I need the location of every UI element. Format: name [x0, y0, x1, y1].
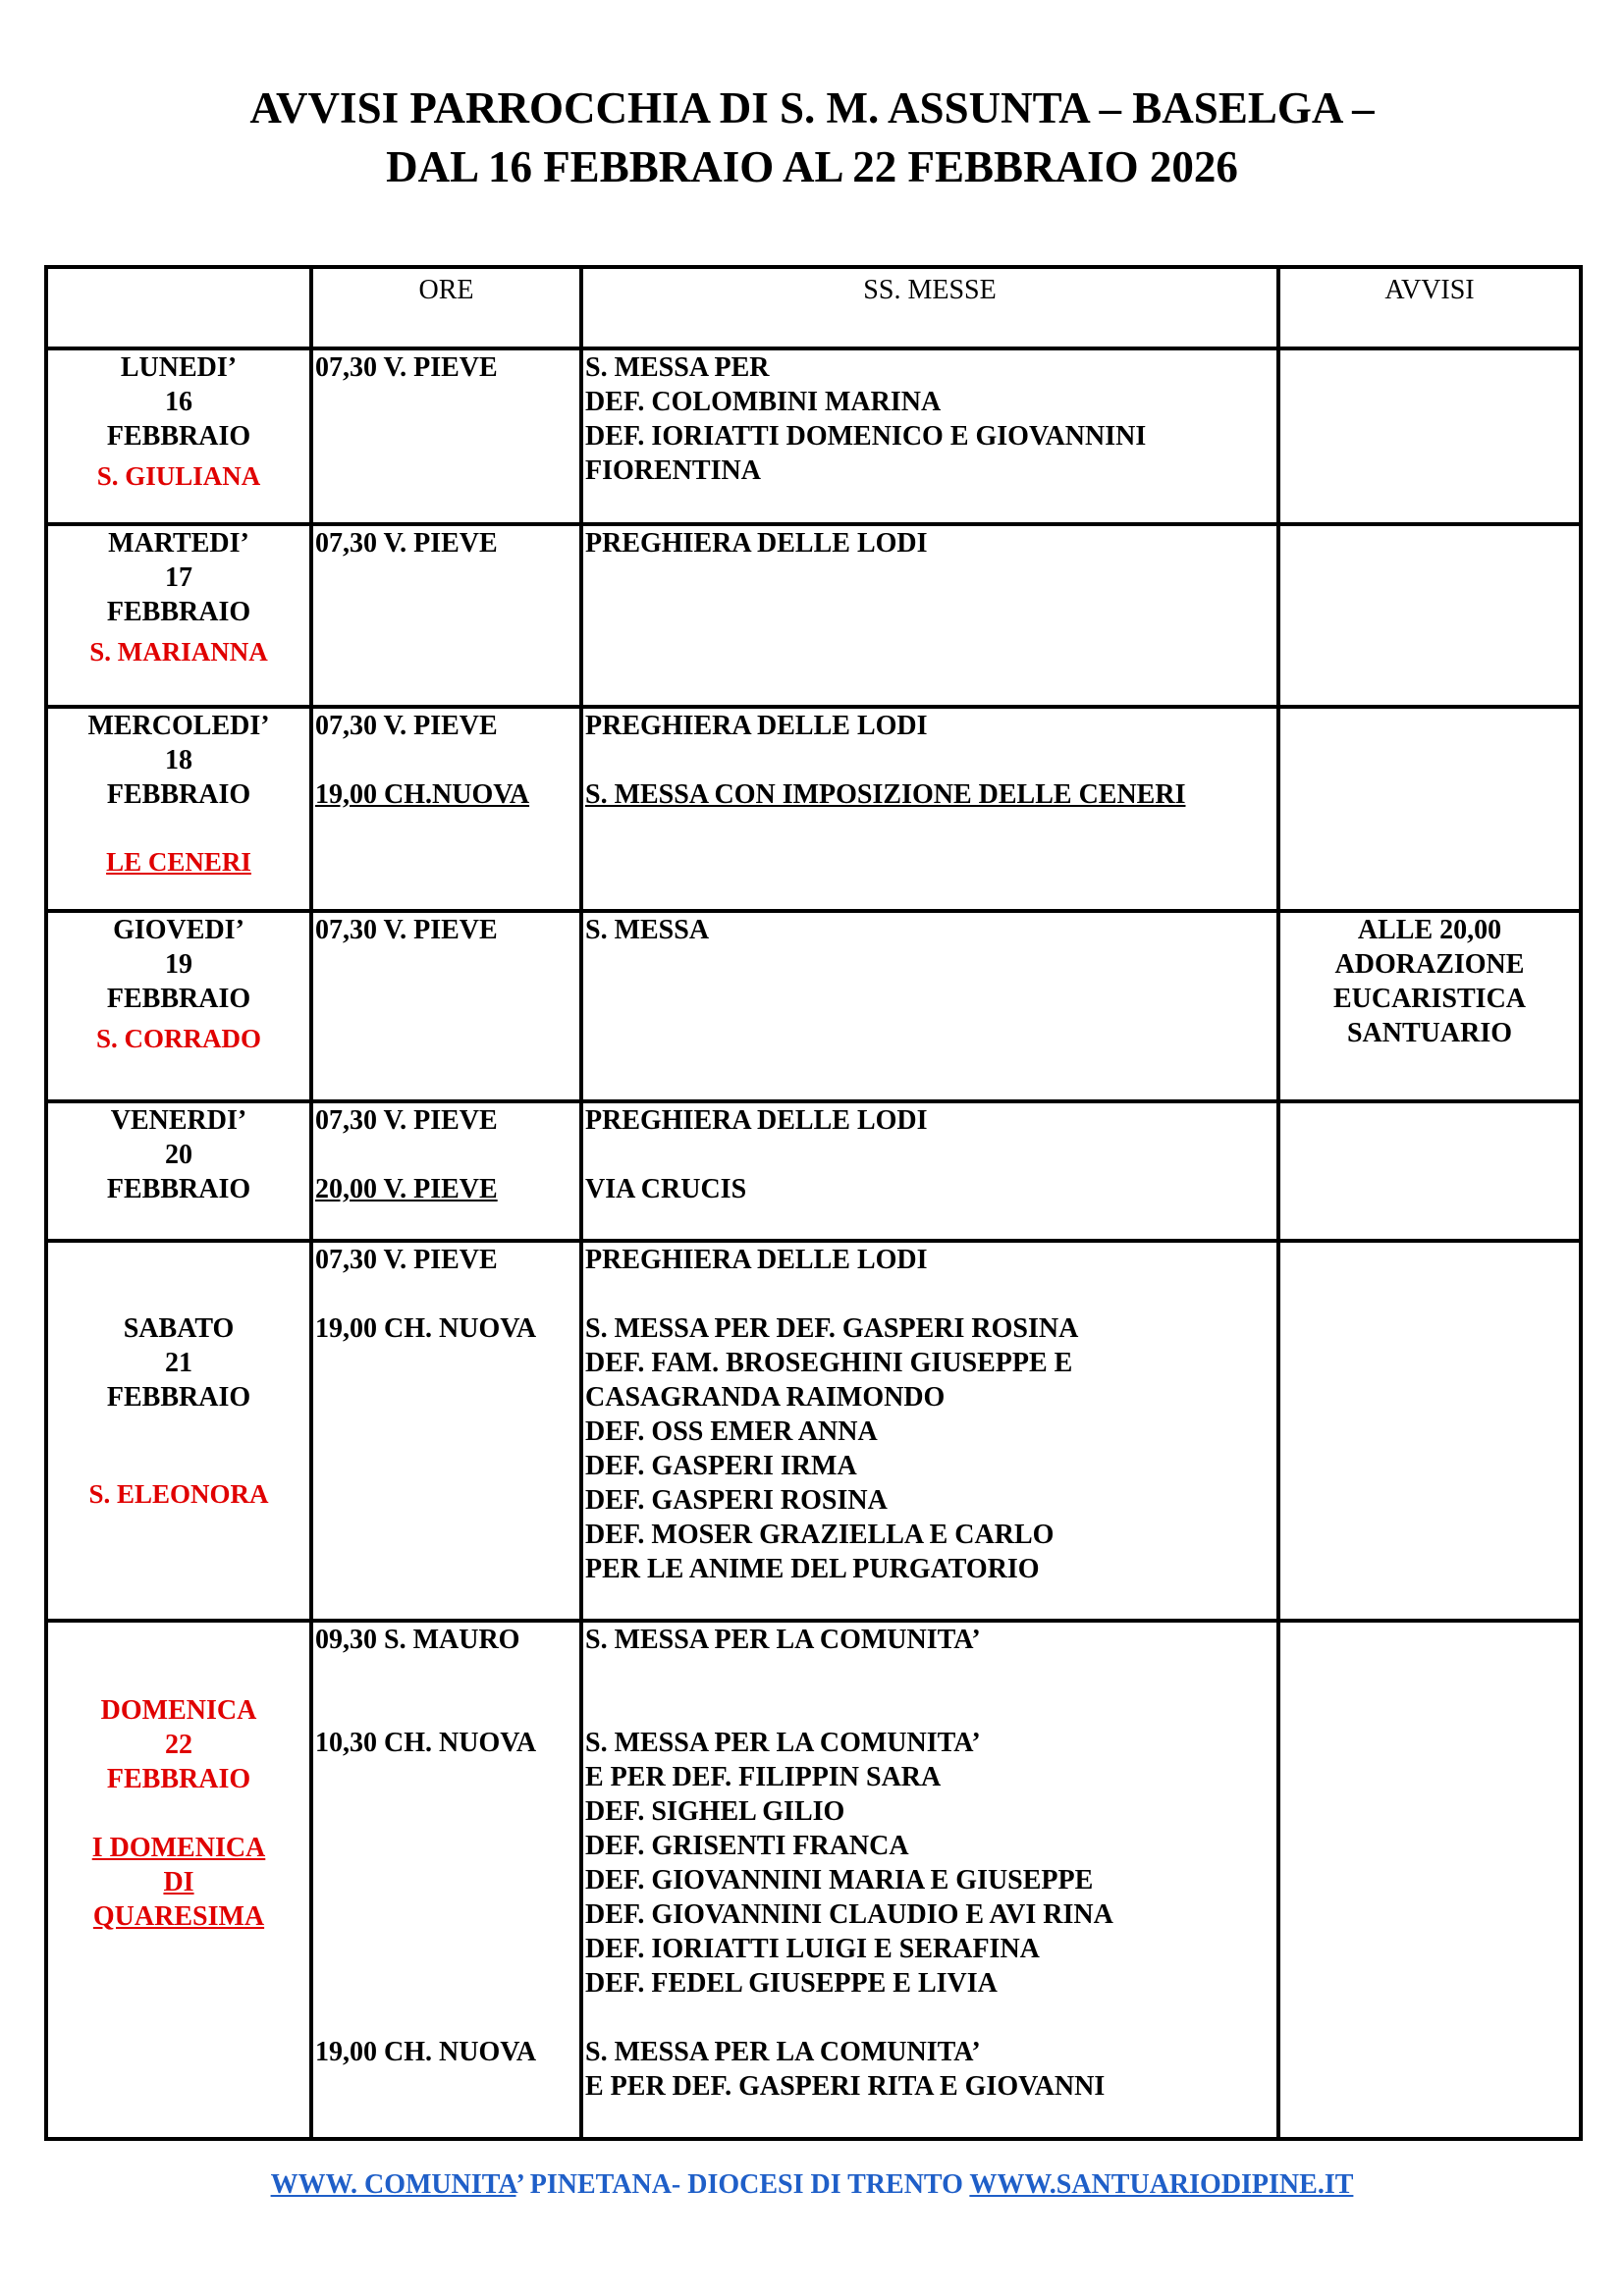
mass-line: VIA CRUCIS [585, 1174, 747, 1204]
day-month: FEBBRAIO [106, 1174, 251, 1204]
mass-cell [581, 348, 1278, 524]
day-name: MARTEDI’ [108, 528, 249, 559]
table-row [46, 1241, 1581, 1621]
mass-line: PREGHIERA DELLE LODI [585, 1245, 928, 1275]
mass-cell [581, 1101, 1278, 1241]
time-cell [311, 524, 581, 707]
day-number: 19 [165, 949, 192, 980]
table-row [46, 348, 1581, 524]
footer-text: ’ PINETANA- DIOCESI DI TRENTO [515, 2169, 970, 2200]
time-cell [311, 348, 581, 524]
day-name: DOMENICA [100, 1695, 257, 1726]
day-month: FEBBRAIO [106, 779, 251, 810]
day-cell [46, 707, 311, 911]
time: 19,00 CH.NUOVA [315, 779, 530, 810]
mass-line: S. MESSA PER LA COMUNITA’ [585, 1728, 981, 1758]
mass-cell [581, 524, 1278, 707]
table-row [46, 1101, 1581, 1241]
notices-cell [1278, 524, 1581, 707]
saint-name: S. GIULIANA [96, 461, 261, 491]
community-link[interactable]: WWW. COMUNITA [270, 2169, 516, 2200]
time: 07,30 V. PIEVE [315, 711, 498, 741]
time: 07,30 V. PIEVE [315, 352, 498, 383]
day-name: VENERDI’ [110, 1105, 247, 1136]
mass-line: PER LE ANIME DEL PURGATORIO [585, 1554, 1040, 1584]
day-number: 18 [165, 745, 192, 775]
title-line-2: DAL 16 FEBBRAIO AL 22 FEBBRAIO 2026 [386, 142, 1238, 191]
day-number: 20 [165, 1140, 192, 1170]
notices-cell [1278, 707, 1581, 911]
time-cell [311, 1101, 581, 1241]
mass-line: DEF. MOSER GRAZIELLA E CARLO [585, 1520, 1055, 1550]
day-month: FEBBRAIO [106, 1764, 251, 1794]
time-cell [311, 911, 581, 1101]
mass-line: DEF. GIOVANNINI CLAUDIO E AVI RINA [585, 1899, 1113, 1930]
notices-cell [1278, 1621, 1581, 2139]
table-row [46, 524, 1581, 707]
mass-line: DEF. COLOMBINI MARINA [585, 387, 942, 417]
liturgical-day: I DOMENICA [91, 1833, 266, 1863]
header-mass: SS. MESSE [581, 267, 1278, 348]
header-row [46, 267, 1581, 348]
mass-cell [581, 1621, 1278, 2139]
notices-cell [1278, 348, 1581, 524]
time-cell [311, 707, 581, 911]
liturgical-day: QUARESIMA [92, 1901, 265, 1932]
mass-line: PREGHIERA DELLE LODI [585, 1105, 928, 1136]
notices-cell [1278, 1101, 1581, 1241]
time: 19,00 CH. NUOVA [315, 1313, 537, 1344]
mass-line: S. MESSA PER LA COMUNITA’ [585, 2037, 981, 2067]
table-row [46, 1621, 1581, 2139]
day-name: SABATO [123, 1313, 235, 1344]
day-cell [46, 1241, 311, 1621]
mass-cell [581, 707, 1278, 911]
saint-name: S. ELEONORA [88, 1479, 269, 1509]
liturgical-day: DI [163, 1867, 194, 1897]
mass-line: PREGHIERA DELLE LODI [585, 711, 928, 741]
notice-line: SANTUARIO [1346, 1018, 1513, 1048]
day-cell [46, 911, 311, 1101]
day-number: 17 [165, 562, 192, 593]
mass-line: DEF. SIGHEL GILIO [585, 1796, 845, 1827]
time: 19,00 CH. NUOVA [315, 2037, 537, 2067]
mass-line: DEF. FAM. BROSEGHINI GIUSEPPE E [585, 1348, 1073, 1378]
day-number: 22 [165, 1730, 192, 1760]
time: 07,30 V. PIEVE [315, 528, 498, 559]
day-name: MERCOLEDI’ [87, 711, 270, 741]
mass-cell [581, 1241, 1278, 1621]
notice-line: ALLE 20,00 [1357, 915, 1502, 945]
table-row [46, 911, 1581, 1101]
notice-line: ADORAZIONE [1334, 949, 1525, 980]
notice-line: EUCARISTICA [1332, 984, 1527, 1014]
table-row [46, 707, 1581, 911]
mass-line: DEF. OSS EMER ANNA [585, 1416, 878, 1447]
mass-line: DEF. IORIATTI LUIGI E SERAFINA [585, 1934, 1040, 1964]
time: 09,30 S. MAURO [315, 1625, 520, 1655]
day-month: FEBBRAIO [106, 597, 251, 627]
time-cell [311, 1621, 581, 2139]
mass-line: S. MESSA [585, 915, 710, 945]
page-title [0, 79, 1624, 196]
mass-line: DEF. GIOVANNINI MARIA E GIUSEPPE [585, 1865, 1094, 1896]
title-line-1: AVVISI PARROCCHIA DI S. M. ASSUNTA – BASELGA – [249, 83, 1375, 133]
saint-name: S. MARIANNA [89, 637, 268, 667]
day-cell [46, 348, 311, 524]
notices-cell [1278, 911, 1581, 1101]
mass-line: S. MESSA PER DEF. GASPERI ROSINA [585, 1313, 1079, 1344]
mass-line: E PER DEF. FILIPPIN SARA [585, 1762, 942, 1792]
mass-line: DEF. GASPERI IRMA [585, 1451, 857, 1481]
mass-line: PREGHIERA DELLE LODI [585, 528, 928, 559]
header-time: ORE [311, 267, 581, 348]
day-cell [46, 1621, 311, 2139]
day-month: FEBBRAIO [106, 984, 251, 1014]
mass-line: S. MESSA PER LA COMUNITA’ [585, 1625, 981, 1655]
mass-line: S. MESSA CON IMPOSIZIONE DELLE CENERI [585, 779, 1186, 810]
schedule-table [44, 265, 1583, 2141]
sanctuary-link[interactable]: WWW.SANTUARIODIPINE.IT [969, 2169, 1354, 2200]
mass-cell [581, 911, 1278, 1101]
time: 07,30 V. PIEVE [315, 1245, 498, 1275]
mass-line: S. MESSA PER [585, 352, 770, 383]
day-month: FEBBRAIO [106, 421, 251, 452]
time: 10,30 CH. NUOVA [315, 1728, 537, 1758]
day-name: GIOVEDI’ [113, 915, 244, 945]
mass-line: FIORENTINA [585, 455, 761, 486]
mass-line: DEF. FEDEL GIUSEPPE E LIVIA [585, 1968, 998, 1999]
notices-cell [1278, 1241, 1581, 1621]
mass-line: DEF. IORIATTI DOMENICO E GIOVANNINI [585, 421, 1147, 452]
mass-line: DEF. GRISENTI FRANCA [585, 1831, 909, 1861]
time-cell [311, 1241, 581, 1621]
time: 07,30 V. PIEVE [315, 915, 498, 945]
day-number: 21 [165, 1348, 192, 1378]
day-number: 16 [165, 387, 192, 417]
mass-line: CASAGRANDA RAIMONDO [585, 1382, 946, 1413]
saint-name: LE CENERI [106, 847, 251, 877]
footer [0, 2169, 1624, 2201]
day-month: FEBBRAIO [106, 1382, 251, 1413]
day-name: LUNEDI’ [120, 352, 238, 383]
saint-name: S. CORRADO [95, 1024, 261, 1053]
time: 20,00 V. PIEVE [315, 1174, 498, 1204]
mass-line: DEF. GASPERI ROSINA [585, 1485, 888, 1516]
header-day [46, 267, 311, 348]
header-notices: AVVISI [1278, 267, 1581, 348]
time: 07,30 V. PIEVE [315, 1105, 498, 1136]
day-cell [46, 524, 311, 707]
mass-line: E PER DEF. GASPERI RITA E GIOVANNI [585, 2071, 1106, 2102]
day-cell [46, 1101, 311, 1241]
